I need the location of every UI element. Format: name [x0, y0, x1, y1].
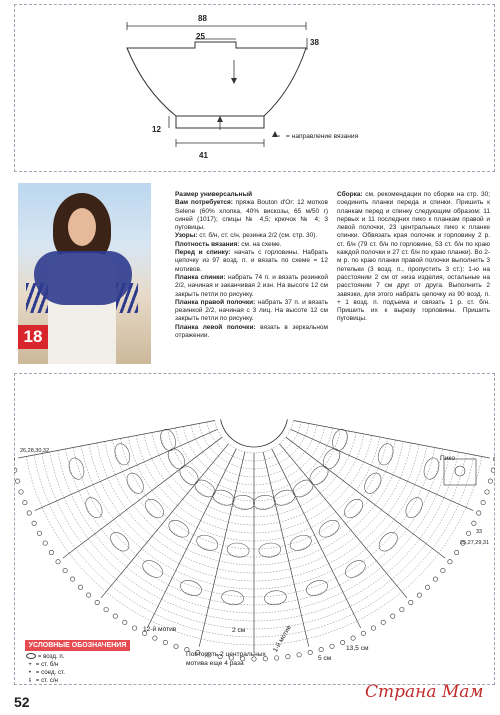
assembly-label: Сборка: [337, 191, 363, 198]
picot-loop [286, 654, 290, 658]
picot-loop [27, 511, 31, 515]
legend-item-dc [26, 677, 58, 685]
left-band-label: Планка левой полочки: [175, 323, 256, 331]
picot-loop [104, 607, 108, 611]
picot-loop [477, 511, 481, 515]
picot-loop [441, 568, 445, 572]
picot-loop [37, 531, 41, 535]
density-text: см. на схеме. [241, 240, 282, 248]
picot-detail-loop [455, 466, 465, 476]
dim-2cm: 2 см [232, 627, 246, 634]
pineapple-shell [264, 590, 287, 606]
repeat-note-1: Повторить 2 центральных [186, 651, 266, 658]
pineapple-shell [226, 542, 249, 558]
pineapple-shell [124, 470, 147, 496]
pineapple-shell [306, 463, 331, 489]
pineapple-shell [376, 529, 401, 555]
picot-loop [70, 577, 74, 581]
picot-loop [485, 490, 489, 494]
size-title: Размер универсальный [175, 191, 253, 198]
picot-loop [43, 541, 47, 545]
picot-loop [14, 457, 15, 461]
picot-loop [153, 636, 157, 640]
pineapple-shell [288, 533, 313, 554]
picot-loop [417, 593, 421, 597]
legend-text-sc: = ст. б/н [35, 661, 59, 668]
pineapple-shell [67, 456, 87, 481]
pineapple-shell [232, 494, 255, 510]
legend-title: УСЛОВНЫЕ ОБОЗНАЧЕНИЯ [25, 640, 130, 651]
picot-loop [371, 626, 375, 630]
double-crochet-icon: ŧ [29, 677, 31, 684]
pineapple-shell [258, 542, 281, 558]
front-back-label: Перед и спинку: [175, 249, 231, 257]
back-band-label: Планка спинки: [175, 273, 226, 281]
picot-loop [95, 600, 99, 604]
left-band-text: вязать в зеркальном отражении. [175, 323, 328, 340]
instructions-left [175, 191, 328, 340]
pineapple-shell [376, 442, 396, 467]
rows-left-label: 26,28,30,32 [20, 448, 50, 454]
assembly-text: см. рекомендации по сборке на стр. 30; соединить планки переда и спинки. Пришить к планкам перед и спинку следующим образом: 11 первых и 11 последних пико к планкам правой и левой полочки, 23 центральных пико к планке спинки. Обвязать края полочек и горловину 2 р. ст. б/н (79 ст. б/н по горловине, 53 ст. б/н по краю каждой полочки и 27 ст. б/н по краю планки). Во 2-м р. по краю планки правой полочки выполнить 3 петельки (3 возд. п., пропустить 3 ст.): 1-ю на расстоянии 2 см от низа изделия, остальные на расстоянии 7 см друг от друга. Выполнить 2 завязки, для этого набрать цепочку из 90 возд. п. + 1 возд. п. подъема и связать 1 р. ст. б/н. Пришить их к вырезу горловины. Пришить пуговицы. [337, 191, 491, 323]
pineapple-shell [165, 446, 188, 472]
picot-loop [32, 521, 36, 525]
pineapple-shell [341, 496, 366, 522]
picot-loop [15, 479, 19, 483]
pineapple-shell [112, 442, 132, 467]
materials-text: пряжа Bouton d'Or: 12 мотков Selene (60% хлопка, 40% вискозы, 65 м/50 г) синей (1017); спицы № 4,5; крючок № 4; 3 пуговицы. [175, 199, 328, 232]
direction-label: = направление вязания [286, 133, 359, 140]
pineapple-shell [221, 590, 244, 606]
picot-loop [174, 644, 178, 648]
instructions-right [337, 191, 490, 324]
legend-text-slip: = соед. ст. [35, 669, 65, 676]
pineapple-shell [195, 533, 220, 554]
pineapple-shell [342, 557, 368, 581]
dim-neck: 25 [196, 32, 205, 41]
neckline-chain [221, 419, 288, 447]
pineapple-shell [304, 578, 329, 599]
patterns-label: Узоры: [175, 232, 198, 240]
picot-loop [481, 500, 485, 504]
pineapple-shell [320, 446, 343, 472]
motif-divider [63, 437, 222, 558]
picot-loop [49, 550, 53, 554]
pineapple-shell [422, 456, 442, 481]
dim-top: 88 [198, 14, 207, 23]
picot-loop [163, 640, 167, 644]
pineapple-shell [166, 517, 192, 541]
picot-loop [19, 490, 23, 494]
picot-loop [381, 620, 385, 624]
pineapple-shell [140, 557, 166, 581]
picot-label: Пико [440, 455, 456, 462]
pineapple-shell [316, 517, 342, 541]
pineapple-shell [142, 496, 167, 522]
garment-schematic [14, 4, 495, 172]
picot-loop [56, 560, 60, 564]
crochet-chart [14, 373, 495, 685]
picot-loop [123, 620, 127, 624]
picot-loop [319, 647, 323, 651]
slip-stitch-icon: • [28, 669, 32, 676]
front-back-text: начать с горловины. Набрать цепочку из 97 возд. п. и вязать по схеме = 12 мотивов. [175, 249, 328, 273]
motif-12-label: 12-й мотив [143, 626, 177, 633]
picot-loop [308, 650, 312, 654]
patterns-text: ст. б/н, ст. с/н, резинка 2/2 (см. стр. 30). [199, 232, 318, 240]
picot-loop [23, 500, 27, 504]
motif-1-label: 1-й мотив [272, 624, 293, 654]
motif-divider [35, 429, 218, 510]
back-band-text: набрать 74 п. и вязать резинкой 2/2, начиная и заканчивая 2 изн. На высоте 12 см закрыть петли по рисунку. [175, 273, 328, 298]
legend-item-sc [26, 661, 58, 669]
density-label: Плотность вязания: [175, 240, 240, 248]
picot-loop [400, 607, 404, 611]
picot-loop [113, 614, 117, 618]
pineapple-shell [290, 477, 316, 501]
rows-right-label: 25,27,29,31 [460, 540, 490, 546]
picot-loop [466, 531, 470, 535]
pineapple-shell [361, 470, 384, 496]
pineapple-shell [107, 529, 132, 555]
picot-loop [361, 631, 365, 635]
picot-loop [425, 585, 429, 589]
single-crochet-icon: + [28, 661, 32, 668]
picot-loop [472, 521, 476, 525]
pineapple-shell [253, 494, 276, 510]
picot-loop [330, 644, 334, 648]
pineapple-shell [176, 463, 201, 489]
picot-loop [132, 626, 136, 630]
pineapple-shell [178, 578, 203, 599]
picot-loop [274, 656, 278, 660]
model-number-badge: 18 [18, 325, 48, 349]
picot-loop [493, 457, 495, 461]
repeat-note-2: мотива еще 4 раза [186, 660, 244, 667]
dim-5cm: 5 см [318, 655, 332, 662]
legend-text-chain: = возд. п. [37, 653, 65, 660]
picot-loop [86, 593, 90, 597]
blue-shrug [34, 251, 132, 305]
dim-side: 38 [310, 38, 319, 47]
watermark-logo: Страна Мам [365, 682, 484, 702]
legend-text-dc: = ст. с/н [35, 677, 58, 684]
picot-loop [351, 636, 355, 640]
picot-loop [433, 577, 437, 581]
materials-label: Вам потребуется: [175, 199, 233, 207]
motif-divider [147, 449, 236, 628]
dim-band: 12 [152, 125, 161, 134]
page-number: 52 [14, 694, 30, 710]
chart-row-arc [215, 420, 294, 453]
chain-symbol-icon [26, 653, 36, 659]
picot-loop [63, 568, 67, 572]
picot-loop [340, 640, 344, 644]
picot-loop [488, 479, 492, 483]
motif-divider [286, 437, 445, 558]
picot-loop [297, 653, 301, 657]
legend-item-slip [26, 669, 65, 677]
motif-divider [291, 429, 474, 510]
motif-divider [272, 449, 361, 628]
picot-loop [448, 560, 452, 564]
picot-loop [454, 550, 458, 554]
right-band-label: Планка правой полочки: [175, 298, 256, 306]
picot-loop [491, 468, 495, 472]
pineapple-shell [192, 477, 218, 501]
picot-loop [390, 614, 394, 618]
model-face [68, 208, 96, 246]
picot-loop [14, 468, 17, 472]
picot-loop [409, 600, 413, 604]
right-band-text: набрать 37 п. и вязать резинкой 2/2, начиная с 3 лиц. На высоте 12 см закрыть петли по рисунку. [175, 298, 328, 323]
row-33-label: 33 [476, 529, 483, 535]
motif-divider [293, 420, 489, 457]
dim-bottom: 41 [199, 151, 208, 160]
legend-item-chain [26, 653, 64, 661]
dim-135cm: 13,5 см [346, 645, 369, 652]
picot-loop [78, 585, 82, 589]
